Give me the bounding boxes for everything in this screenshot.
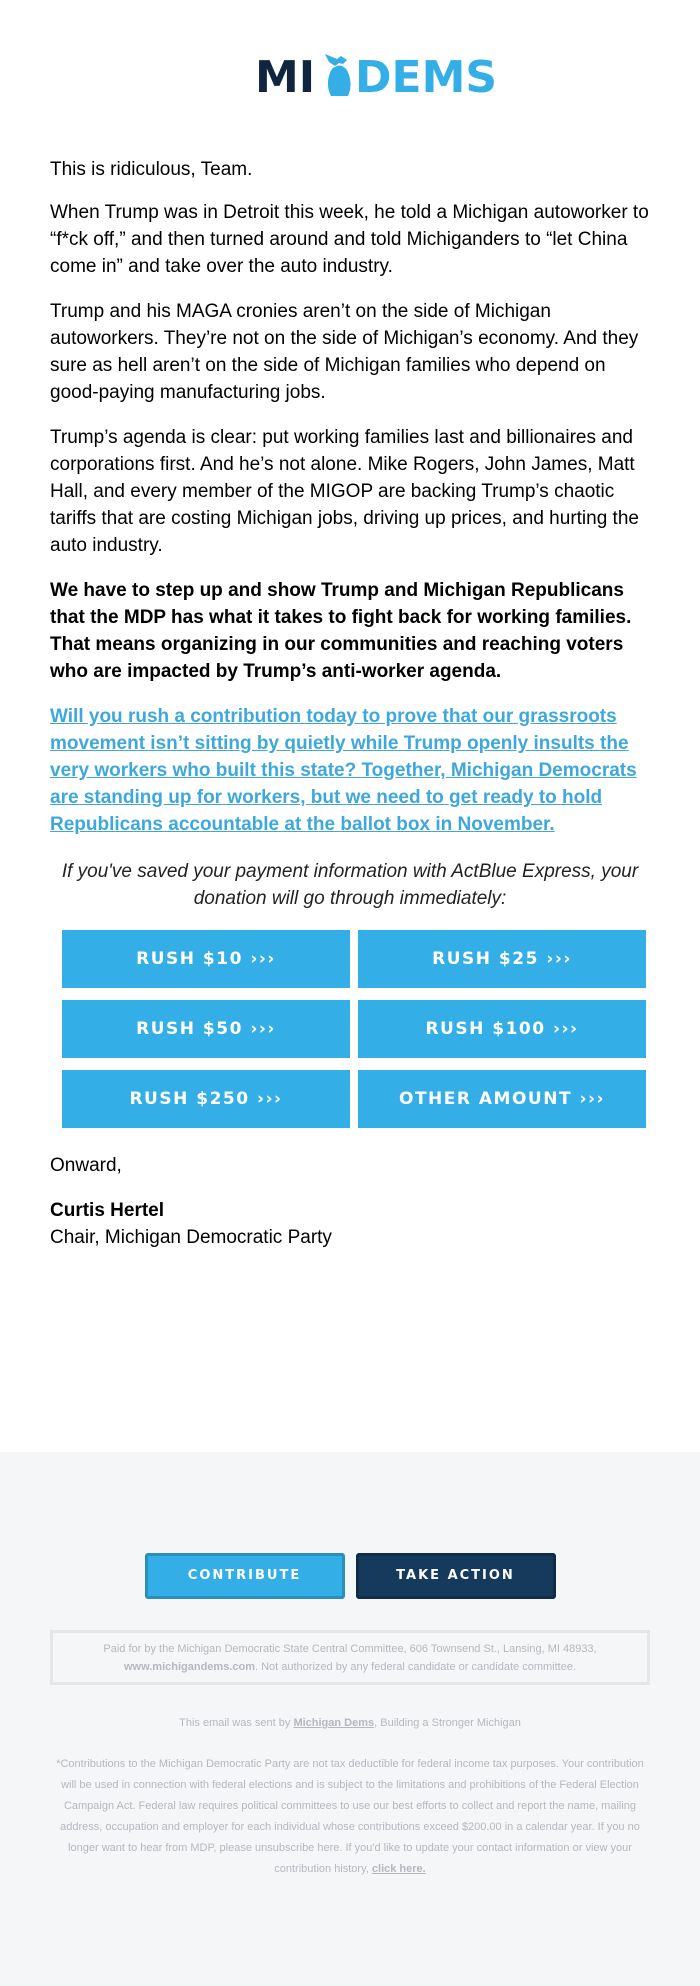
paragraph-agenda: Trump’s agenda is clear: put working families last and billionaires and corporations first. And he’s not alone. Mike Rogers, John James, Matt Hall, and every member of the MIGOP are backing Trump’s chaotic tariffs that are costing Michigan jobs, driving up prices, and hurting the auto industry. — [50, 427, 639, 556]
logo-text-mi: MI — [255, 52, 316, 103]
contribute-button[interactable]: CONTRIBUTE — [145, 1553, 345, 1599]
paragraph-maga: Trump and his MAGA cronies aren’t on the side of Michigan autoworkers. They’re not on the side of Michigan’s economy. And they sure as hell aren’t on the side of Michigan families who depend on good-paying manufacturing jobs. — [50, 301, 639, 403]
rush-25-button[interactable]: RUSH $25 ››› — [358, 930, 646, 988]
paid-for-text: Paid for by the Michigan Democratic State Central Committee, 606 Townsend St., Lansing, MI 48933, — [103, 1643, 597, 1655]
sent-by-suffix: , Building a Stronger Michigan — [374, 1717, 521, 1729]
logo-text-dems: DEMS — [355, 52, 498, 103]
legal-fine-print — [52, 1754, 648, 1880]
michigan-state-icon — [325, 54, 351, 96]
fine-print-text: *Contributions to the Michigan Democratic Party are not tax deductible for federal income tax purposes. Your contribution will be used in connection with federal elections and is subject to the limitations and prohibitions of the Federal Election Campaign Act. Federal law requires political committees to use our best efforts to collect and report the name, mailing address, occupation and employer for each individual whose contributions exceed $200.00 in a calendar year. If you no longer want to hear from MDP, please unsubscribe here. If you'd like to update your contact information or view your contribution history, — [56, 1758, 644, 1875]
sent-by-prefix: This email was sent by — [179, 1717, 294, 1729]
bold-paragraph: We have to step up and show Trump and Michigan Republicans that the MDP has what it takes to fight back for working families. That means organizing in our communities and reaching voters who are impacted by Trump’s anti-worker agenda. — [50, 580, 632, 682]
website-text: www.michigandems.com — [123, 1661, 255, 1673]
logo-mark — [255, 50, 498, 103]
rush-10-button[interactable]: RUSH $10 ››› — [62, 930, 350, 988]
paid-for-disclaimer — [50, 1630, 650, 1685]
mi-dems-logo — [0, 50, 700, 103]
donation-button-grid — [62, 930, 646, 1128]
sent-by-line — [0, 1717, 700, 1729]
greeting: This is ridiculous, Team. — [50, 159, 253, 180]
rush-250-button[interactable]: RUSH $250 ››› — [62, 1070, 350, 1128]
rush-100-button[interactable]: RUSH $100 ››› — [358, 1000, 646, 1058]
paragraph-detroit: When Trump was in Detroit this week, he told a Michigan autoworker to “f*ck off,” and then turned around and told Michiganders to “let China come in” and take over the auto industry. — [50, 202, 649, 277]
rush-50-button[interactable]: RUSH $50 ››› — [62, 1000, 350, 1058]
michigan-dems-link[interactable]: Michigan Dems — [293, 1717, 375, 1729]
footer-buttons — [0, 1553, 700, 1599]
signer-title: Chair, Michigan Democratic Party — [50, 1227, 332, 1248]
take-action-button[interactable]: TAKE ACTION — [356, 1553, 556, 1599]
signer-name: Curtis Hertel — [50, 1200, 165, 1221]
not-authorized-text: . Not authorized by any federal candidate or candidate committee. — [254, 1661, 577, 1673]
email-body — [50, 156, 650, 1251]
ask-paragraph — [50, 703, 650, 838]
signoff — [50, 1152, 650, 1251]
click-here-link[interactable]: click here. — [371, 1863, 426, 1875]
email-footer — [0, 1452, 700, 1986]
contribution-ask-link[interactable]: Will you rush a contribution today to prove that our grassroots movement isn’t sitting by quietly while Trump openly insults the very workers who built this state? Together, Michigan Democrats are standing up for workers, but we need to get ready to hold Republicans accountable at the ballot box in November. — [50, 706, 637, 835]
closing-line: Onward, — [50, 1155, 122, 1176]
actblue-express-note: If you've saved your payment information with ActBlue Express, your donation will go through immediately: — [61, 861, 639, 909]
other-amount-button[interactable]: OTHER AMOUNT ››› — [358, 1070, 646, 1128]
